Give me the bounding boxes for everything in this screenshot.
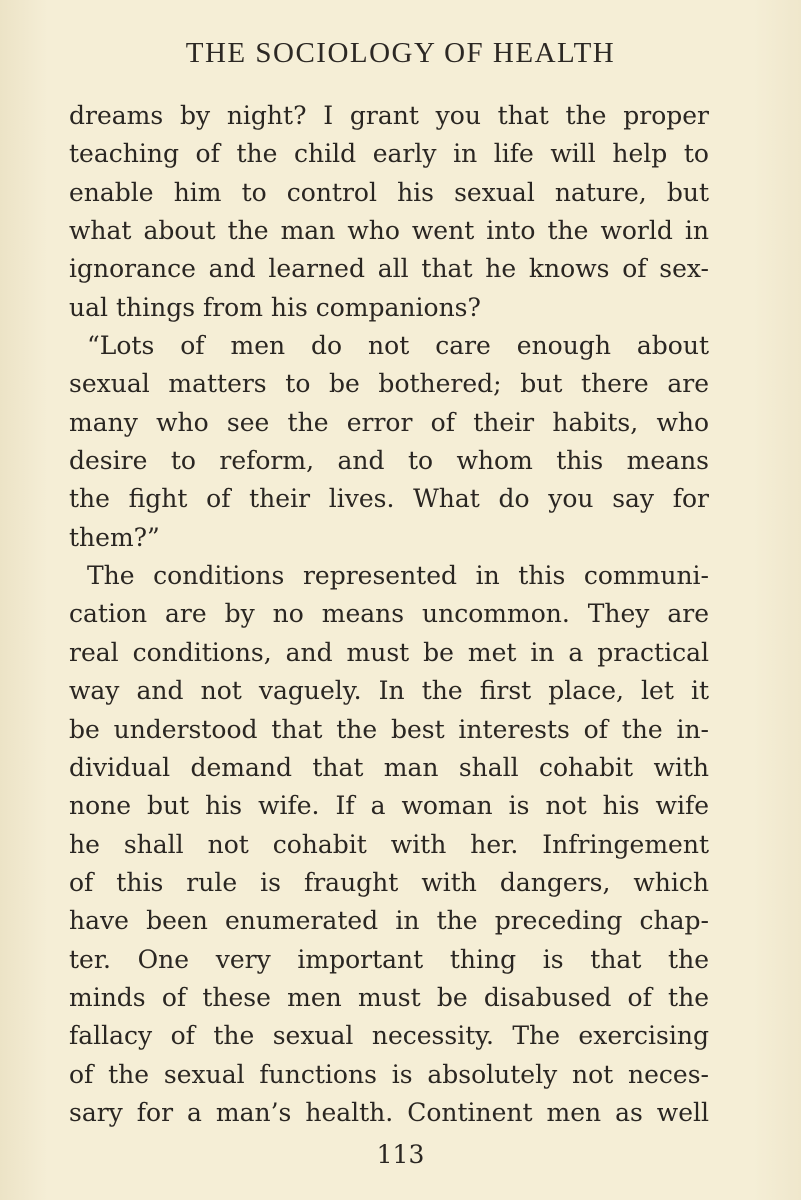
text-line: be understood that the best interests of the in- <box>69 714 709 744</box>
text-line: of this rule is fraught with dangers, which <box>69 867 709 897</box>
text-line: them?” <box>69 522 160 552</box>
page-number: 113 <box>376 1140 425 1169</box>
running-head: THE SOCIOLOGY OF HEALTH <box>185 37 616 69</box>
text-line: real conditions, and must be met in a practical <box>69 637 709 667</box>
text-line: ignorance and learned all that he knows of sex- <box>69 254 709 284</box>
text-line: sexual matters to be bothered; but there are <box>69 369 709 399</box>
text-line: cation are by no means uncommon. They are <box>69 599 709 629</box>
text-line: “Lots of men do not care enough about <box>87 331 709 361</box>
text-line: of the sexual functions is absolutely not neces- <box>69 1059 709 1089</box>
text-line: way and not vaguely. In the first place, let it <box>69 676 709 706</box>
text-line: ter. One very important thing is that the <box>69 944 709 974</box>
text-line: fallacy of the sexual necessity. The exercising <box>69 1021 709 1051</box>
text-line: The conditions represented in this communi- <box>87 561 709 591</box>
body-text <box>69 97 709 1132</box>
text-line: desire to reform, and to whom this means <box>69 446 709 476</box>
text-line: dreams by night? I grant you that the proper <box>69 101 709 130</box>
text-line: teaching of the child early in life will help to <box>69 139 709 169</box>
text-line: dividual demand that man shall cohabit with <box>69 752 709 782</box>
text-line: sary for a man’s health. Continent men as well <box>69 1097 709 1127</box>
text-line: enable him to control his sexual nature, but <box>69 177 709 207</box>
text-line: the fight of their lives. What do you say for <box>69 484 709 514</box>
text-line: what about the man who went into the world in <box>69 216 709 246</box>
text-line: have been enumerated in the preceding chap- <box>69 906 709 936</box>
text-line: minds of these men must be disabused of the <box>69 982 709 1012</box>
text-line: he shall not cohabit with her. Infringement <box>69 829 709 859</box>
text-line: none but his wife. If a woman is not his wife <box>69 791 709 821</box>
text-line: ual things from his companions? <box>69 292 481 322</box>
text-line: many who see the error of their habits, who <box>69 407 709 437</box>
